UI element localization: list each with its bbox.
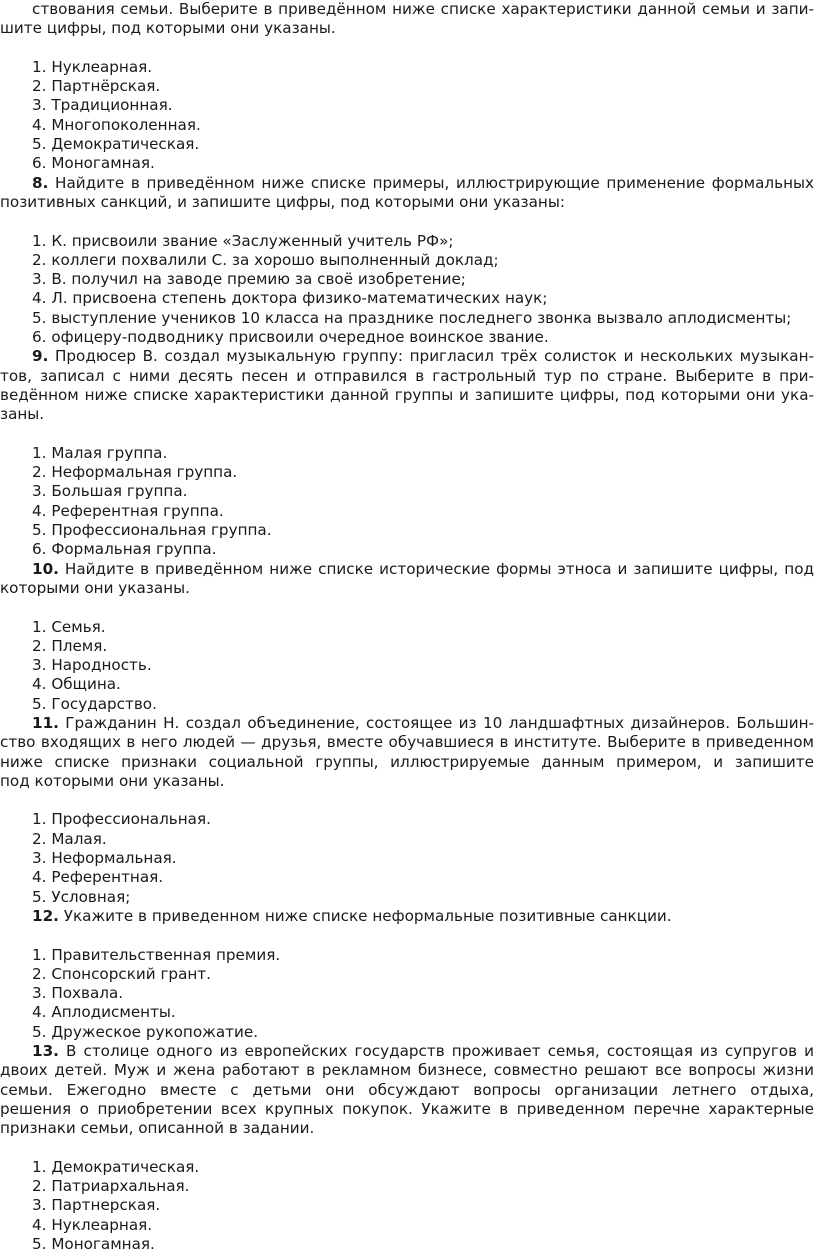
question-line — [0, 560, 814, 579]
list-item: 3. Большая группа. — [32, 482, 188, 501]
text-line: семьи. Ежегодно вместе с детьми они обсуждают вопросы организации летнего отдыха, — [0, 1080, 814, 1099]
blank-line — [0, 598, 814, 617]
text-line: тов, записал с ними десять песен и отправился в гастрольный тур по стране. Выберите в при- — [0, 366, 814, 385]
list-item: 1. Демократическая. — [32, 1157, 200, 1176]
list-item: 3. Народность. — [32, 656, 152, 675]
list-item: 5. выступление учеников 10 класса на празднике последнего звонка вызвало аплодисменты; — [32, 308, 792, 327]
list-item: 4. Нуклеарная. — [32, 1215, 153, 1234]
text-line: позитивных санкций, и запишите цифры, под которыми они указаны: — [0, 192, 565, 211]
list-item: 5. Профессиональная группа. — [32, 521, 272, 540]
list-item: 5. Демократическая. — [32, 135, 200, 154]
list-item: 4. Аплодисменты. — [32, 1003, 176, 1022]
list-item: 1. Нуклеарная. — [32, 57, 153, 76]
text-line: которыми они указаны. — [0, 578, 190, 597]
list-item: 3. Традиционная. — [32, 96, 173, 115]
question-line — [0, 907, 814, 926]
question-line — [0, 1042, 814, 1061]
list-item: 5. Дружеское рукопожатие. — [32, 1022, 259, 1041]
text-line: под которыми они указаны. — [0, 771, 225, 790]
question-text: В столице одного из европейских государств проживает семья, состоящая из супругов и — [58, 1042, 814, 1061]
list-item: 2. Патриархальная. — [32, 1177, 190, 1196]
text-line: шите цифры, под которыми они указаны. — [0, 19, 336, 38]
list-item: 4. Референтная группа. — [32, 501, 224, 520]
list-item: 3. Партнерская. — [32, 1196, 161, 1215]
blank-line — [0, 926, 814, 945]
question-number: 13. — [32, 1042, 59, 1061]
list-item: 3. Похвала. — [32, 984, 124, 1003]
question-text: Найдите в приведённом ниже списке исторические формы этноса и запишите цифры, под — [58, 559, 814, 578]
list-item: 4. Община. — [32, 675, 121, 694]
text-line: ствования семьи. Выберите в приведённом ниже списке характеристики данной семьи и запи- — [32, 0, 814, 18]
list-item: 2. Неформальная группа. — [32, 463, 238, 482]
list-item: 6. Моногамная. — [32, 154, 155, 173]
list-item: 2. Малая. — [32, 829, 107, 848]
list-item: 6. Формальная группа. — [32, 540, 217, 559]
question-line — [0, 714, 814, 733]
list-item: 4. Л. присвоена степень доктора физико-математических наук; — [32, 289, 548, 308]
list-item: 3. В. получил на заводе премию за своё изобретение; — [32, 270, 466, 289]
question-number: 11. — [32, 713, 59, 732]
question-number: 9. — [32, 347, 49, 366]
blank-line — [0, 39, 814, 58]
list-item: 5. Моногамная. — [32, 1235, 155, 1253]
list-item: 1. Малая группа. — [32, 443, 168, 462]
blank-line — [0, 425, 814, 444]
question-text: Укажите в приведенном ниже списке неформальные позитивные санкции. — [58, 906, 672, 925]
question-number: 12. — [32, 906, 59, 925]
text-line: заны. — [0, 405, 45, 424]
text-line: решения о приобретении всех крупных покупок. Укажите в приведенном перечне характерные — [0, 1099, 814, 1118]
text-line: ство входящих в него людей — друзья, вместе обучавшиеся в институте. Выберите в приведенном — [0, 733, 814, 752]
text-line: ведённом ниже списке характеристики данной группы и запишите цифры, под которыми они ука- — [0, 385, 814, 404]
blank-line — [0, 212, 814, 231]
list-item: 1. Профессиональная. — [32, 810, 211, 829]
question-line — [0, 174, 814, 193]
question-number: 10. — [32, 559, 59, 578]
list-item: 1. К. присвоили звание «Заслуженный учитель РФ»; — [32, 231, 454, 250]
list-item: 2. Спонсорский грант. — [32, 964, 211, 983]
blank-line — [0, 791, 814, 810]
list-item: 4. Многопоколенная. — [32, 115, 201, 134]
list-item: 5. Государство. — [32, 694, 157, 713]
text-line: двоих детей. Муж и жена работают в рекламном бизнесе, совместно решают все вопросы жизни — [0, 1061, 814, 1080]
list-item: 3. Неформальная. — [32, 849, 177, 868]
list-item: 5. Условная; — [32, 887, 131, 906]
list-item: 4. Референтная. — [32, 868, 164, 887]
question-text: Найдите в приведённом ниже списке примеры, иллюстрирующие применение формальных — [48, 173, 814, 192]
text-line: признаки семьи, описанной в задании. — [0, 1119, 315, 1138]
list-item: 2. Племя. — [32, 636, 108, 655]
list-item: 2. коллеги похвалили С. за хорошо выполненный доклад; — [32, 250, 499, 269]
question-number: 8. — [32, 173, 49, 192]
list-item: 6. офицеру-подводнику присвоили очередное воинское звание. — [32, 328, 549, 347]
question-line — [0, 347, 814, 366]
question-text: Гражданин Н. создал объединение, состоящее из 10 ландшафтных дизайнеров. Большин- — [58, 713, 814, 732]
question-text: Продюсер В. создал музыкальную группу: пригласил трёх солисток и нескольких музыкан- — [48, 347, 814, 366]
list-item: 1. Семья. — [32, 617, 106, 636]
list-item: 1. Правительственная премия. — [32, 945, 281, 964]
blank-line — [0, 1139, 814, 1158]
text-line: ниже списке признаки социальной группы, иллюстрируемые данным примером, и запишите — [0, 752, 814, 771]
list-item: 2. Партнёрская. — [32, 77, 161, 96]
